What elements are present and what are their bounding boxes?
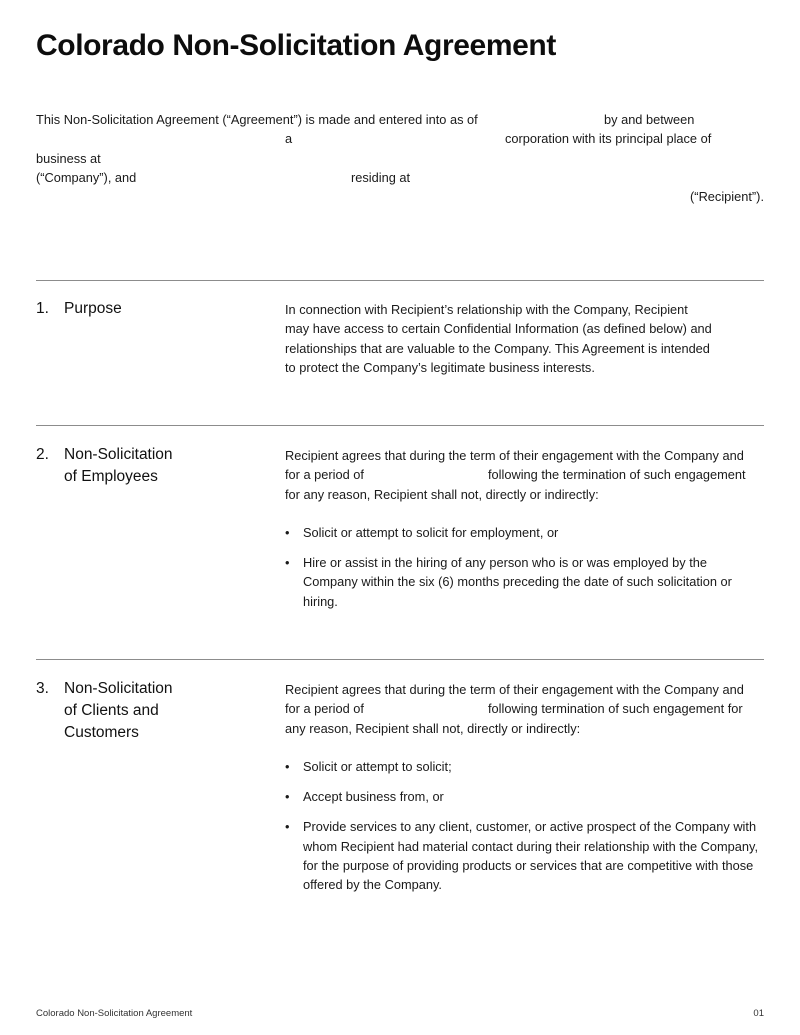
section-heading-line: Non-Solicitation xyxy=(64,446,173,463)
section-number: 3. xyxy=(36,680,49,697)
body-line xyxy=(285,485,764,504)
section-body xyxy=(285,300,764,377)
section-heading-line: of Clients and xyxy=(64,702,159,719)
body-line xyxy=(285,358,764,377)
intro-line-4-text-a: (“Company”), and xyxy=(36,169,137,185)
section-divider-1 xyxy=(36,280,764,281)
body-line xyxy=(285,465,764,484)
section-heading xyxy=(64,678,274,744)
intro-line-5-text-b: (“Recipient”). xyxy=(690,189,764,205)
body-line-text: relationships that are valuable to the Company. This Agreement is intended xyxy=(285,340,710,356)
footer-document-name: Colorado Non-Solicitation Agreement xyxy=(36,1008,193,1019)
body-line-text: Recipient agrees that during the term of their engagement with the Company and xyxy=(285,448,744,463)
list-item xyxy=(285,817,764,894)
section-heading: Purpose xyxy=(64,300,122,317)
section-heading-line: of Employees xyxy=(64,468,158,485)
list-item-text: Hire or assist in the hiring of any person who is or was employed by the Company within the six (6) months preceding the date of such solicitation or hiring. xyxy=(303,555,732,609)
list-item-text: Provide services to any client, customer, or active prospect of the Company with whom Recipient had material contact during their relationship with the Company, for the purpose of providing products or services that are competitive with those offered by the Company. xyxy=(303,819,758,893)
bullet-dot-icon: • xyxy=(285,555,290,571)
body-line-text: to protect the Company’s legitimate business interests. xyxy=(285,359,595,375)
intro-line-1 xyxy=(36,110,764,129)
body-line-text-a: for a period of xyxy=(285,467,364,483)
body-line-text: any reason, Recipient shall not, directly or indirectly: xyxy=(285,720,581,736)
intro-line-4-text-b: residing at xyxy=(351,169,411,185)
section-number: 2. xyxy=(36,446,49,463)
intro-line-4 xyxy=(36,168,764,187)
intro-line-3 xyxy=(36,149,764,168)
body-line xyxy=(285,699,764,718)
bullet-dot-icon: • xyxy=(285,524,290,540)
body-line-text-b: following the termination of such engagement xyxy=(488,467,746,483)
page-footer xyxy=(36,1006,764,1022)
section-body xyxy=(285,680,764,895)
body-line xyxy=(285,680,764,699)
section-heading-line: Customers xyxy=(64,724,139,741)
intro-paragraph xyxy=(36,110,764,206)
body-line xyxy=(285,446,764,465)
bullet-dot-icon: • xyxy=(285,789,290,805)
bullet-dot-icon: • xyxy=(285,758,290,774)
body-line xyxy=(285,719,764,738)
body-line xyxy=(285,300,764,319)
intro-line-2 xyxy=(36,129,764,148)
bullet-list xyxy=(285,523,764,611)
section-body xyxy=(285,446,764,611)
list-item-text: Solicit or attempt to solicit for employment, or xyxy=(303,524,559,540)
list-item xyxy=(285,523,764,542)
list-item xyxy=(285,757,764,776)
footer-page-number: 01 xyxy=(753,1008,764,1019)
section-divider-2 xyxy=(36,425,764,426)
intro-line-3-text-a: business at xyxy=(36,150,101,166)
body-line xyxy=(285,319,764,338)
body-line-text-b: following termination of such engagement for xyxy=(488,701,743,717)
page-title: Colorado Non-Solicitation Agreement xyxy=(36,29,556,62)
intro-line-5 xyxy=(36,187,764,206)
intro-line-2-text-a: a xyxy=(285,131,293,147)
section-heading xyxy=(64,444,274,488)
list-item xyxy=(285,787,764,806)
bullet-list xyxy=(285,757,764,895)
body-line xyxy=(285,339,764,358)
section-divider-3 xyxy=(36,659,764,660)
intro-line-1-text-a: This Non-Solicitation Agreement (“Agreement”) is made and entered into as of xyxy=(36,112,478,127)
intro-line-2-text-b: corporation with its principal place of xyxy=(505,131,712,147)
bullet-dot-icon: • xyxy=(285,819,290,835)
list-item xyxy=(285,553,764,611)
body-line-text: Recipient agrees that during the term of their engagement with the Company and xyxy=(285,682,744,697)
intro-line-1-text-b: by and between xyxy=(604,112,695,127)
list-item-text: Accept business from, or xyxy=(303,789,444,805)
body-line-text: may have access to certain Confidential Information (as defined below) and xyxy=(285,321,712,337)
section-number: 1. xyxy=(36,300,49,317)
body-line-text: for any reason, Recipient shall not, directly or indirectly: xyxy=(285,486,599,502)
section-heading-line: Non-Solicitation xyxy=(64,680,173,697)
list-item-text: Solicit or attempt to solicit; xyxy=(303,758,452,774)
body-line-text: In connection with Recipient’s relationship with the Company, Recipient xyxy=(285,302,688,317)
body-line-text-a: for a period of xyxy=(285,701,364,717)
